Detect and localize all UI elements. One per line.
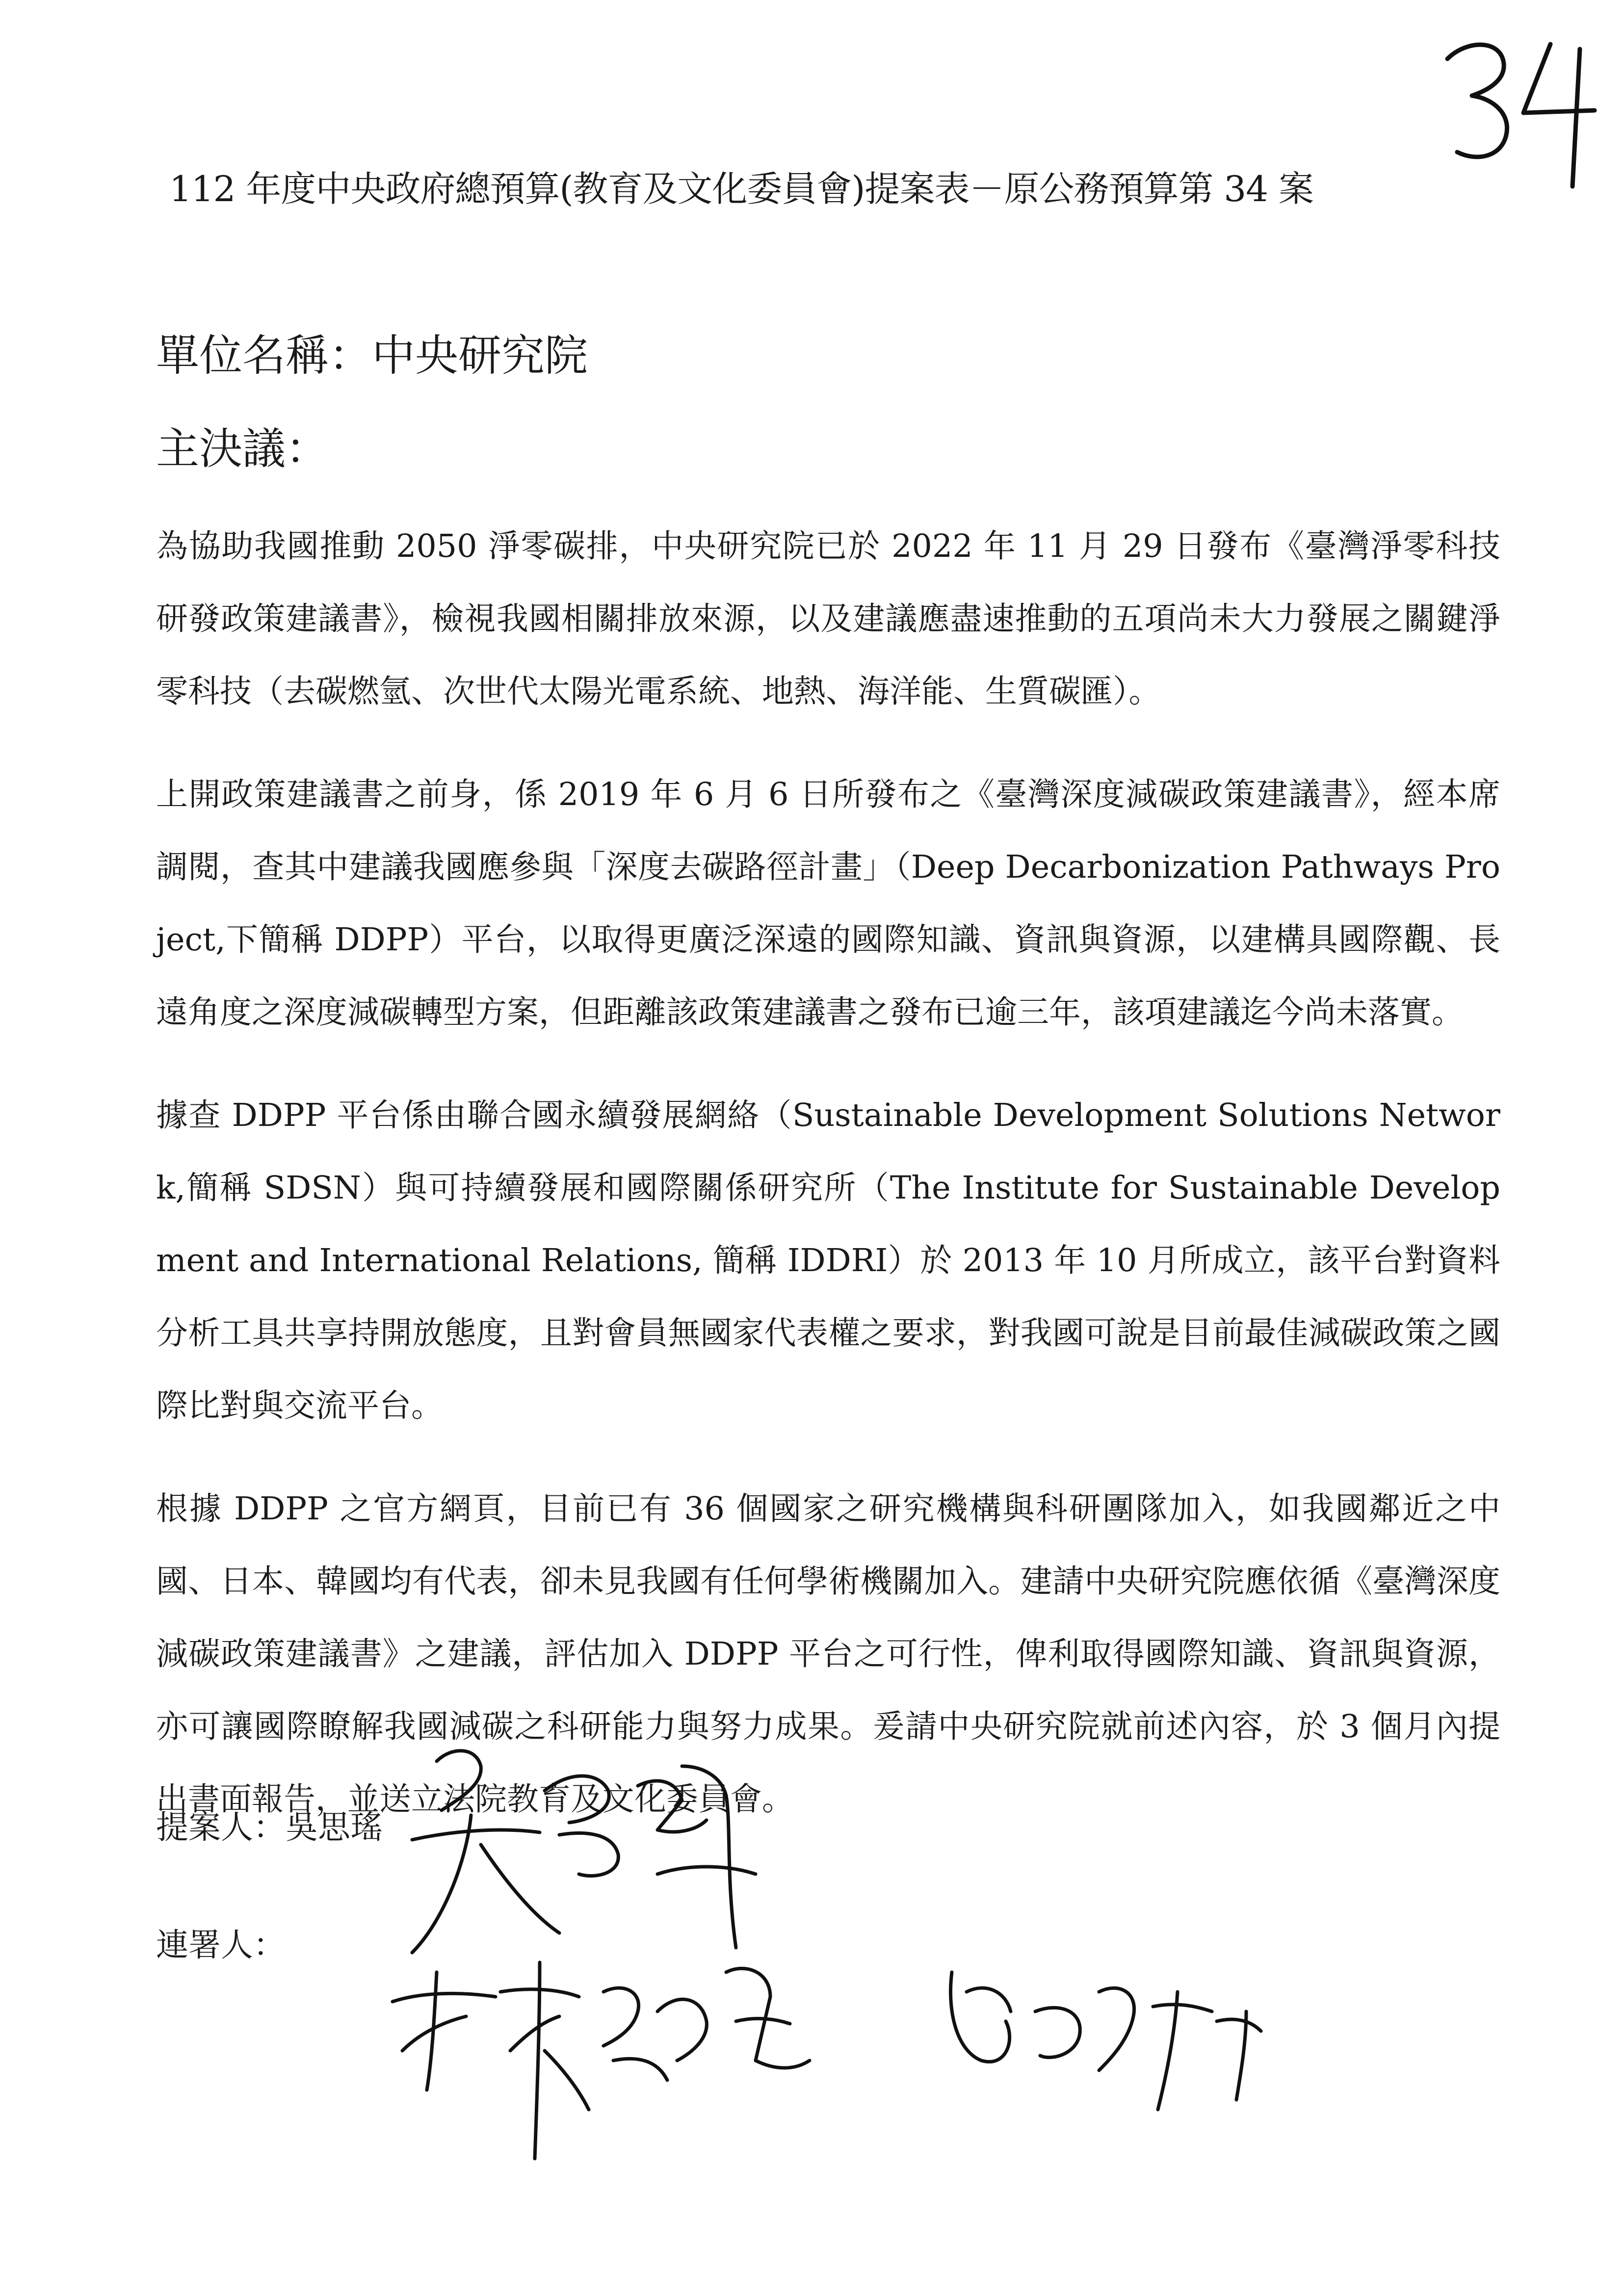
proposer-line: 提案人：吳思瑤 [156,1808,383,1846]
cosigner-label: 連署人： [156,1926,286,1964]
resolution-label: 主決議： [156,423,329,474]
handwritten-signatures [383,1717,1315,2208]
signature-labels [156,1803,383,2038]
paragraph-2: 上開政策建議書之前身，係 2019 年 6 月 6 日所發布之《臺灣深度減碳政策建議書》，經本席調閱，查其中建議我國應參與「深度去碳路徑計畫」（Deep Decarbonization Pathways Project,下簡稱 DDPP）平台，以取得更廣泛深遠的國際知識、資訊與資源，以建構具國際觀、長遠角度之深度減碳轉型方案，但距離該政策建議書之發布已逾三年，該項建議迄今尚未落實。 [156,776,1500,1031]
resolution-body [156,510,1500,1866]
paragraph-3: 據查 DDPP 平台係由聯合國永續發展網絡（Sustainable Development Solutions Network,簡稱 SDSN）與可持續發展和國際關係研究所（The Institute for Sustainable Development and International Relations, 簡稱 IDDRI）於 2013 年 10 月所成立，該平台對資料分析工具共享持開放態度，且對會員無國家代表權之要求，對我國可說是目前最佳減碳政策之國際比對與交流平台。 [156,1097,1500,1424]
unit-name: 單位名稱：中央研究院 [156,330,588,381]
paragraph-1: 為協助我國推動 2050 淨零碳排，中央研究院已於 2022 年 11 月 29 日發布《臺灣淨零科技研發政策建議書》，檢視我國相關排放來源，以及建議應盡速推動的五項尚未大力發展之關鍵淨零科技（去碳燃氫、次世代太陽光電系統、地熱、海洋能、生質碳匯）。 [156,528,1500,710]
document-title: 112 年度中央政府總預算(教育及文化委員會)提案表－原公務預算第 34 案 [169,168,1313,209]
paragraph-4: 根據 DDPP 之官方網頁，目前已有 36 個國家之研究機構與科研團隊加入，如我國鄰近之中國、日本、韓國均有代表，卻未見我國有任何學術機關加入。建請中央研究院應依循《臺灣深度減碳政策建議書》之建議，評估加入 DDPP 平台之可行性，俾利取得國際知識、資訊與資源，亦可讓國際瞭解我國減碳之科研能力與努力成果。爰請中央研究院就前述內容，於 3 個月內提出書面報告，並送立法院教育及文化委員會。 [156,1490,1500,1818]
